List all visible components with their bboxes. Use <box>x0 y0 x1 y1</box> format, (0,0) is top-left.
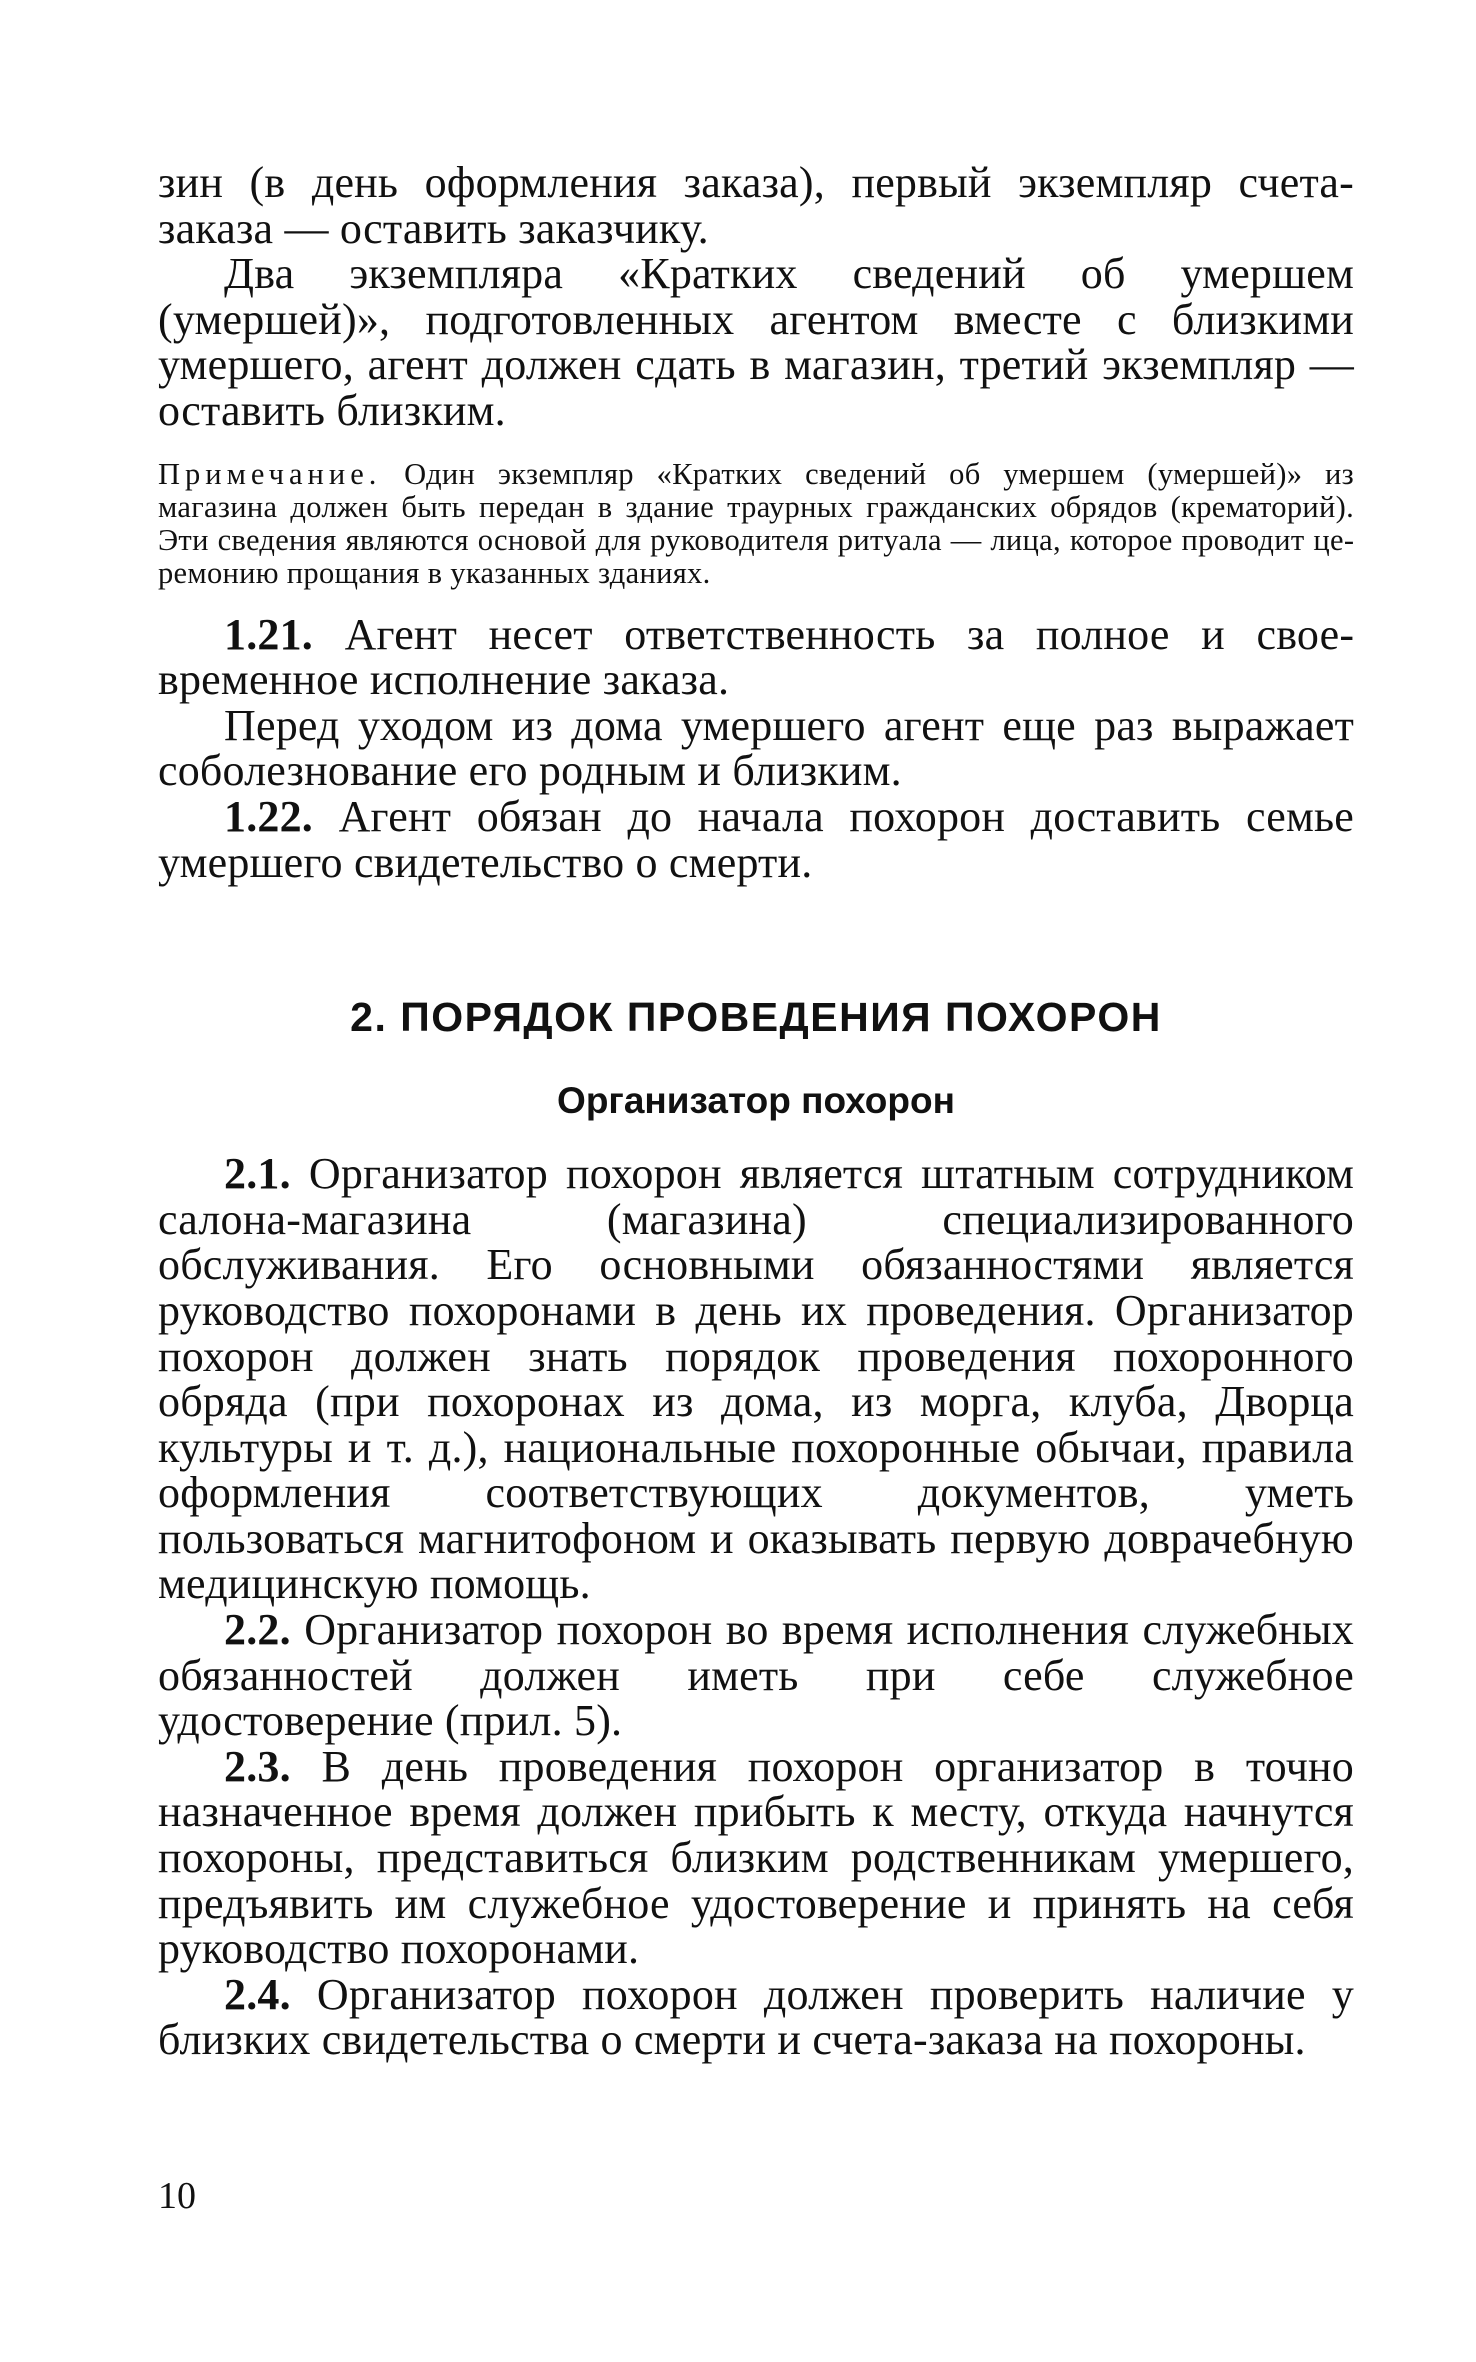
clause-number: 2.4. <box>224 1969 291 2019</box>
clause-number: 2.1. <box>224 1149 291 1199</box>
paragraph-summary-copies: Два экземпляра «Кратких сведений об умершем (умершей)», подготовленных агентом вместе с близкими умершего, агент должен сдать в магазин, третий экземпляр — оставить близким. <box>158 249 1354 435</box>
clause-2-1 <box>158 1151 1354 1607</box>
clause-2-2 <box>158 1607 1354 1744</box>
clause-text: Организатор похорон должен проверить наличие у близких свидетельства о смерти и счета-заказа на похороны. <box>158 1969 1355 2065</box>
clause-number: 2.3. <box>224 1741 291 1791</box>
document-page <box>158 160 1354 2063</box>
paragraph-condolence: Перед уходом из дома умершего агент еще раз выражает соболезнование его родным и близким. <box>158 700 1354 796</box>
clause-2-3 <box>158 1741 1355 1974</box>
section-title: 2. ПОРЯДОК ПРОВЕДЕНИЯ ПОХОРОН <box>350 994 1162 1041</box>
clause-1-21 <box>158 609 1355 705</box>
clause-text: Агент несет ответственность за полное и своевременное исполнение заказа. <box>158 609 1355 705</box>
note-label: Примечание. <box>158 456 382 491</box>
note-text: Один экземпляр «Кратких сведений об умершем (умершей)» из магазина должен быть передан в здание траурных гражданских обрядов (крематорий). Эти сведения являются основой для руководителя ритуала — лица, которое проводит церемонию прощания в указанных зданиях. <box>158 456 1354 590</box>
subsection-title: Организатор похорон <box>557 1080 955 1122</box>
paragraph-continuation: зин (в день оформления заказа), первый экземпляр счета-заказа — оставить заказчику. <box>158 158 1354 253</box>
clause-number: 1.22. <box>224 791 313 841</box>
clause-number: 1.21. <box>224 609 313 659</box>
note <box>158 458 1354 590</box>
clause-text: Организатор похорон во время исполнения служебных обязанностей должен иметь при себе служебное удостоверение (прил. 5). <box>158 1605 1355 1746</box>
clause-2-4 <box>158 1969 1355 2065</box>
clause-1-22 <box>158 791 1355 887</box>
clause-number: 2.2. <box>224 1605 291 1655</box>
clause-text: Организатор похорон является штатным сотрудником салона-магазина (магазина) специализированного обслуживания. Его основными обязанностями является руководство похоронами в день их проведения. Организатор похорон должен знать порядок проведения похоронного обряда (при похоронах из дома, из морга, клуба, Дворца культуры и т. д.), национальные похоронные обычаи, правила оформления соответствующих документов, уметь пользоваться магнитофоном и оказывать первую доврачебную медицинскую помощь. <box>158 1149 1354 1609</box>
clause-text: В день проведения похорон организатор в точно назначенное время должен прибыть к месту, откуда начнутся похороны, представиться близким родственникам умершего, предъявить им служебное удостоверение и принять на себя руководство похоронами. <box>158 1741 1355 1974</box>
page-number: 10 <box>158 2175 196 2217</box>
clause-text: Агент обязан до начала похорон доставить семье умершего свидетельство о смерти. <box>158 791 1355 887</box>
